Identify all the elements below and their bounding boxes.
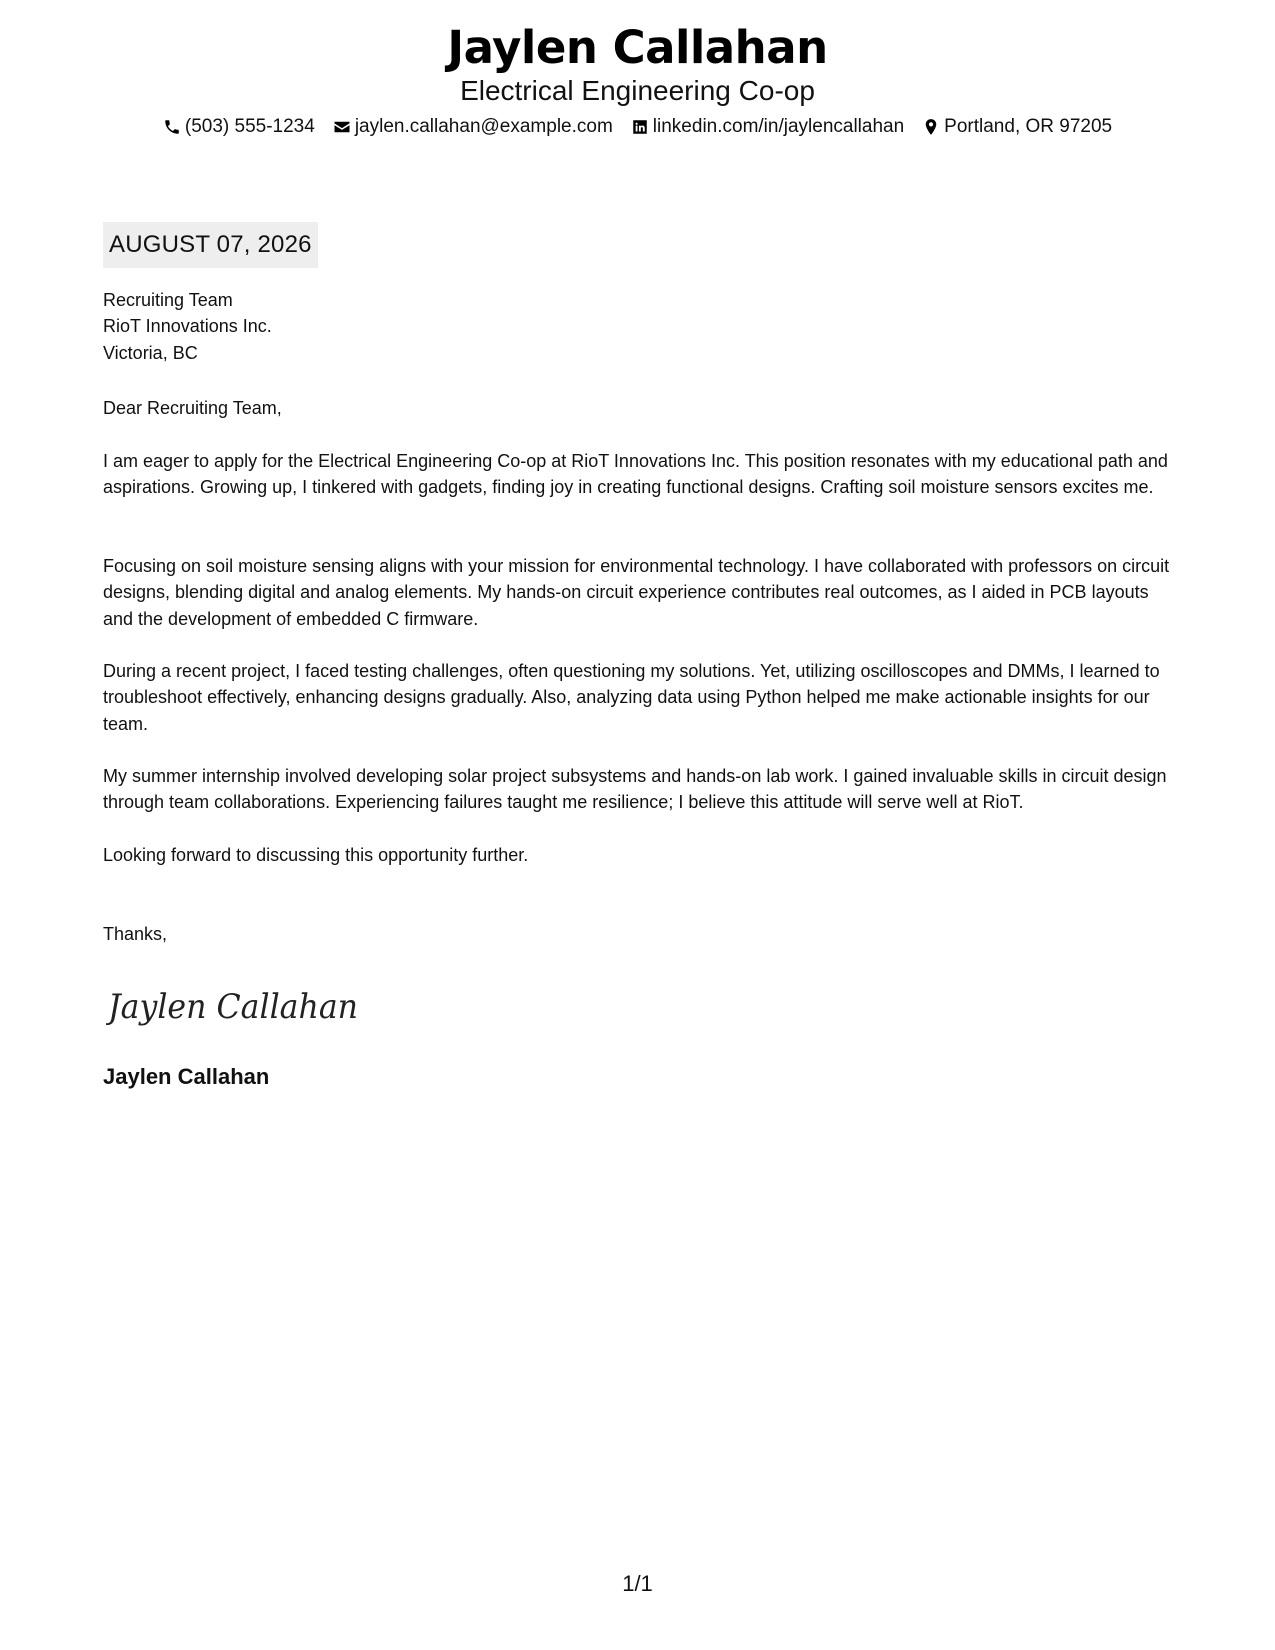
body-paragraph: Focusing on soil moisture sensing aligns with your mission for environmental technology. I have collaborated with professors on circuit designs, blending digital and analog elements. My hands-on circuit experience contributes real outcomes, as I aided in PCB layouts and the development of embedded C firmware.: [103, 556, 1170, 629]
contact-linkedin[interactable]: [631, 114, 904, 140]
location-text: Portland, OR 97205: [944, 116, 1113, 137]
contact-email[interactable]: [333, 114, 613, 140]
closing: Thanks,: [103, 924, 168, 944]
map-pin-icon: [922, 118, 940, 136]
contact-location: [922, 114, 1112, 140]
email-text: jaylen.callahan@example.com: [354, 116, 613, 137]
recipient-line: Victoria, BC: [103, 342, 198, 363]
linkedin-text: linkedin.com/in/jaylencallahan: [652, 116, 905, 137]
body-paragraph: I am eager to apply for the Electrical Engineering Co-op at RioT Innovations Inc. This position resonates with my educational path and aspirations. Growing up, I tinkered with gadgets, finding joy in creating functional designs. Crafting soil moisture sensors excites me.: [103, 451, 1168, 498]
page-indicator: 1/1: [622, 1571, 653, 1596]
recipient-block: [103, 287, 1178, 366]
body-paragraph: My summer internship involved developing solar project subsystems and hands-on lab work. I gained invaluable skills in circuit design through team collaborations. Experiencing failures taught me resilience; I believe this attitude will serve well at RioT.: [103, 766, 1167, 813]
envelope-icon: [333, 118, 351, 136]
phone-text: (503) 555-1234: [184, 116, 315, 137]
body-paragraph: Looking forward to discussing this opportunity further.: [103, 845, 529, 865]
applicant-name: Jaylen Callahan: [447, 21, 828, 74]
salutation: Dear Recruiting Team,: [103, 398, 282, 418]
linkedin-icon: [631, 118, 649, 136]
letter-date: AUGUST 07, 2026: [103, 222, 318, 268]
contact-bar: [0, 114, 1275, 140]
applicant-role: Electrical Engineering Co-op: [460, 75, 815, 106]
phone-icon: [163, 118, 181, 136]
contact-phone: [163, 114, 315, 140]
body-paragraph: During a recent project, I faced testing challenges, often questioning my solutions. Yet, utilizing oscilloscopes and DMMs, I learned to troubleshoot effectively, enhancing designs gradually. Also, analyzing data using Python helped me make actionable insights for our team.: [103, 661, 1160, 734]
handwritten-signature: [106, 976, 366, 1036]
signature-drawing: [106, 976, 366, 1036]
recipient-line: Recruiting Team: [103, 290, 233, 310]
letterhead: [0, 22, 1275, 140]
signed-name: Jaylen Callahan: [103, 1064, 270, 1089]
recipient-line: RioT Innovations Inc.: [103, 316, 272, 337]
signature-lettering: Jaylen Callahan: [106, 987, 358, 1027]
